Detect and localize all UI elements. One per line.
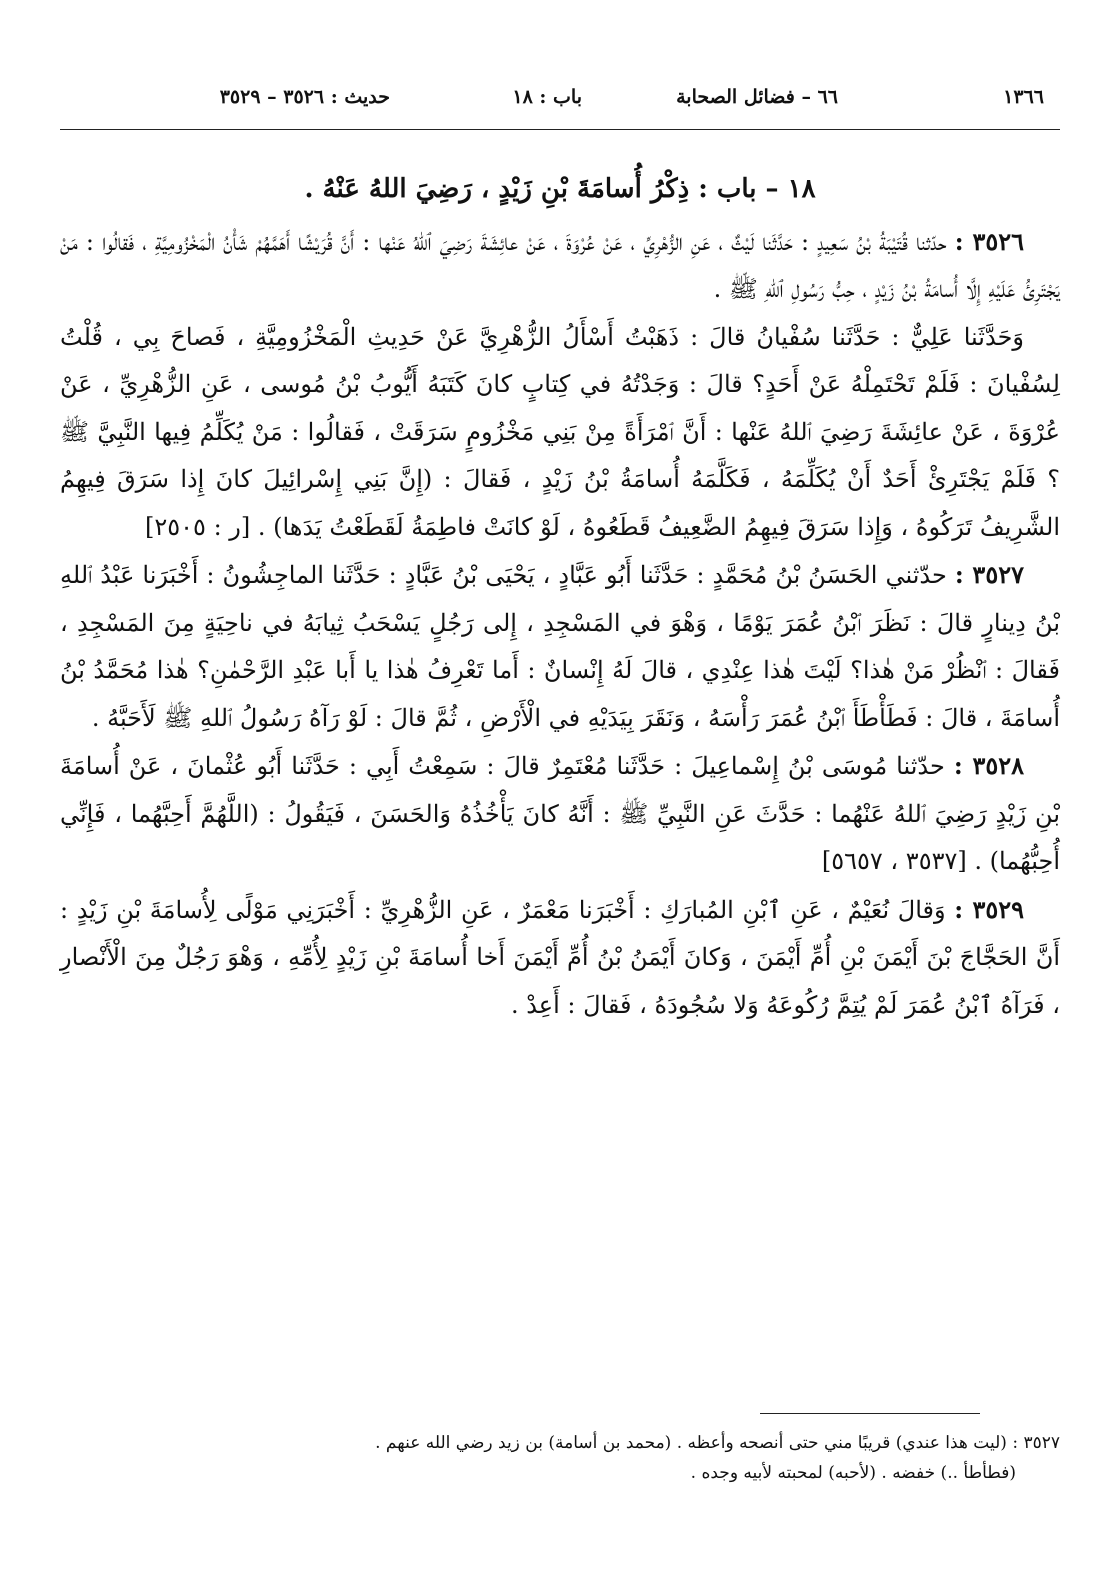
footnote-text: (ليت هذا عندي) قريبًا مني حتى أنصحه وأعظه . (محمد بن أسامة) بن زيد رضي الله عنهم . xyxy=(375,1433,1007,1453)
running-header xyxy=(60,86,1060,120)
cross-reference: [ر : ٢٥٠٥] xyxy=(145,512,251,541)
hadith-paragraph xyxy=(60,218,1060,314)
header-divider xyxy=(60,129,1060,130)
hadith-paragraph xyxy=(60,551,1060,742)
hadith-paragraph xyxy=(60,742,1060,886)
footnotes xyxy=(60,1428,1060,1488)
hadith-number: ٣٥٢٨ : xyxy=(953,751,1024,780)
main-text xyxy=(60,166,1060,1029)
hadith-text: حدّثنا مُوسَى بْنُ إِسْماعِيلَ : حَدَّثَنا مُعْتَمِرٌ قالَ : سَمِعْتُ أَبِي : حَدَّثَنا أَبُو عُثْمانَ ، عَنْ أُسامَةَ بْنِ زَيْدٍ رَضِيَ ٱللهُ عَنْهُما : حَدَّثَ عَنِ النَّبِيِّ ﷺ : أَنَّهُ كانَ يَأْخُذُهُ وَالحَسَنَ ، فَيَقُولُ : (اللَّهُمَّ أَحِبَّهُما ، فَإِنِّي أُحِبُّهُما) . xyxy=(60,752,1060,875)
hadith-text: وَحَدَّثَنا عَلِيٌّ : حَدَّثَنا سُفْيانُ قالَ : ذَهَبْتُ أَسْأَلُ الزُّهْرِيَّ عَنْ حَدِيثِ الْمَخْزُومِيَّةِ ، فَصاحَ بِي ، قُلْتُ لِسُفْيانَ : فَلَمْ تَحْتَمِلْهُ عَنْ أَحَدٍ؟ قالَ : وَجَدْتُهُ في كِتابٍ كانَ كَتَبَهُ أَيُّوبُ بْنُ مُوسى ، عَنِ الزُّهْرِيِّ ، عَنْ عُرْوَةَ ، عَنْ عائِشَةَ رَضِيَ ٱللهُ عَنْها : أَنَّ ٱمْرَأَةً مِنْ بَنِي مَخْزُومٍ سَرَقَتْ ، فَقالُوا : مَنْ يُكَلِّمُ فِيها النَّبِيَّ ﷺ ؟ فَلَمْ يَجْتَرِئْ أَحَدٌ أَنْ يُكَلِّمَهُ ، فَكَلَّمَهُ أُسامَةُ بْنُ زَيْدٍ ، فَقالَ : (إِنَّ بَنِي إِسْرائِيلَ كانَ إِذا سَرَقَ فِيهِمُ الشَّرِيفُ تَرَكُوهُ ، وَإِذا سَرَقَ فِيهِمُ الضَّعِيفُ قَطَعُوهُ ، لَوْ كانَتْ فاطِمَةُ لَقَطَعْتُ يَدَها) . xyxy=(60,322,1061,541)
footnote-line xyxy=(60,1458,1060,1488)
footnote-text: (فطأطأ ..) خفضه . (لأحبه) لمحبته لأبيه وجده . xyxy=(690,1463,1016,1483)
cross-reference: [٣٥٣٧ ، ٥٦٥٧] xyxy=(821,847,967,875)
book-title: ٦٦ – فضائل الصحابة xyxy=(676,86,838,108)
hadith-paragraph xyxy=(60,886,1060,1030)
hadith-paragraph xyxy=(60,314,1060,552)
footnote-divider xyxy=(760,1413,980,1414)
page-number: ١٣٦٦ xyxy=(1003,86,1044,108)
hadith-text: وَقالَ نُعَيْمٌ ، عَنِ ٱبْنِ المُبارَكِ : أَخْبَرَنا مَعْمَرٌ ، عَنِ الزُّهْرِيِّ : أَخْبَرَنِي مَوْلًى لِأُسامَةَ بْنِ زَيْدٍ : أَنَّ الحَجَّاجَ بْنَ أَيْمَنَ بْنِ أُمِّ أَيْمَنَ ، وَكانَ أَيْمَنُ بْنُ أُمِّ أَيْمَنَ أَخا أُسامَةَ بْنِ زَيْدٍ لِأُمِّهِ ، وَهْوَ رَجُلٌ مِنَ الْأَنْصارِ ، فَرَآهُ ٱبْنُ عُمَرَ لَمْ يُتِمَّ رُكُوعَهُ وَلا سُجُودَهُ ، فَقالَ : أَعِدْ . xyxy=(60,895,1060,1019)
hadith-text: حدّثني الحَسَنُ بْنُ مُحَمَّدٍ : حَدَّثَنا أَبُو عَبَّادٍ ، يَحْيَى بْنُ عَبَّادٍ : حَدَّثَنا الماجِشُونُ : أَخْبَرَنا عَبْدُ ٱللهِ بْنُ دِينارٍ قالَ : نَظَرَ ٱبْنُ عُمَرَ يَوْمًا ، وَهْوَ في المَسْجِدِ ، إِلى رَجُلٍ يَسْحَبُ ثِيابَهُ في ناحِيَةٍ مِنَ المَسْجِدِ ، فَقالَ : ٱنْظُرْ مَنْ هٰذا؟ لَيْتَ هٰذا عِنْدِي ، قالَ لَهُ إِنْسانٌ : أَما تَعْرِفُ هٰذا يا أَبا عَبْدِ الرَّحْمٰنِ؟ هٰذا مُحَمَّدُ بْنُ أُسامَةَ ، قالَ : فَطَأْطَأَ ٱبْنُ عُمَرَ رَأْسَهُ ، وَنَقَرَ بِيَدَيْهِ في الْأَرْضِ ، ثُمَّ قالَ : لَوْ رَآهُ رَسُولُ ٱللهِ ﷺ لَأَحَبَّهُ . xyxy=(60,561,1060,732)
footnote-number: ٣٥٢٧ : xyxy=(1012,1433,1060,1453)
hadith-number: ٣٥٢٩ : xyxy=(954,894,1024,924)
hadith-range: حديث : ٣٥٢٦ – ٣٥٢٩ xyxy=(219,86,390,108)
hadith-number: ٣٥٢٦ : xyxy=(954,226,1025,256)
chapter-label: باب : ١٨ xyxy=(512,86,582,108)
footnote-line xyxy=(60,1428,1060,1458)
hadith-text: حدّثنا قُتَيْبَةُ بْنُ سَعِيدٍ : حَدَّثَنا لَيْثٌ ، عَنِ الزُّهْرِيِّ ، عَنْ عُرْوَةَ ، عَنْ عائِشَةَ رَضِيَ ٱللهُ عَنْها : أَنَّ قُرَيْشًا أَهَمَّهُمْ شَأْنُ الْمَخْزُومِيَّةِ ، فَقالُوا : مَنْ يَجْتَرِئُ عَلَيْهِ إِلَّا أُسامَةُ بْنُ زَيْدٍ ، حِبُّ رَسُولِ ٱللهِ ﷺ . xyxy=(60,227,1060,303)
chapter-heading: ١٨ – باب : ذِكْرُ أُسامَةَ بْنِ زَيْدٍ ، رَضِيَ اللهُ عَنْهُ . xyxy=(304,174,816,204)
hadith-number: ٣٥٢٧ : xyxy=(954,560,1024,589)
